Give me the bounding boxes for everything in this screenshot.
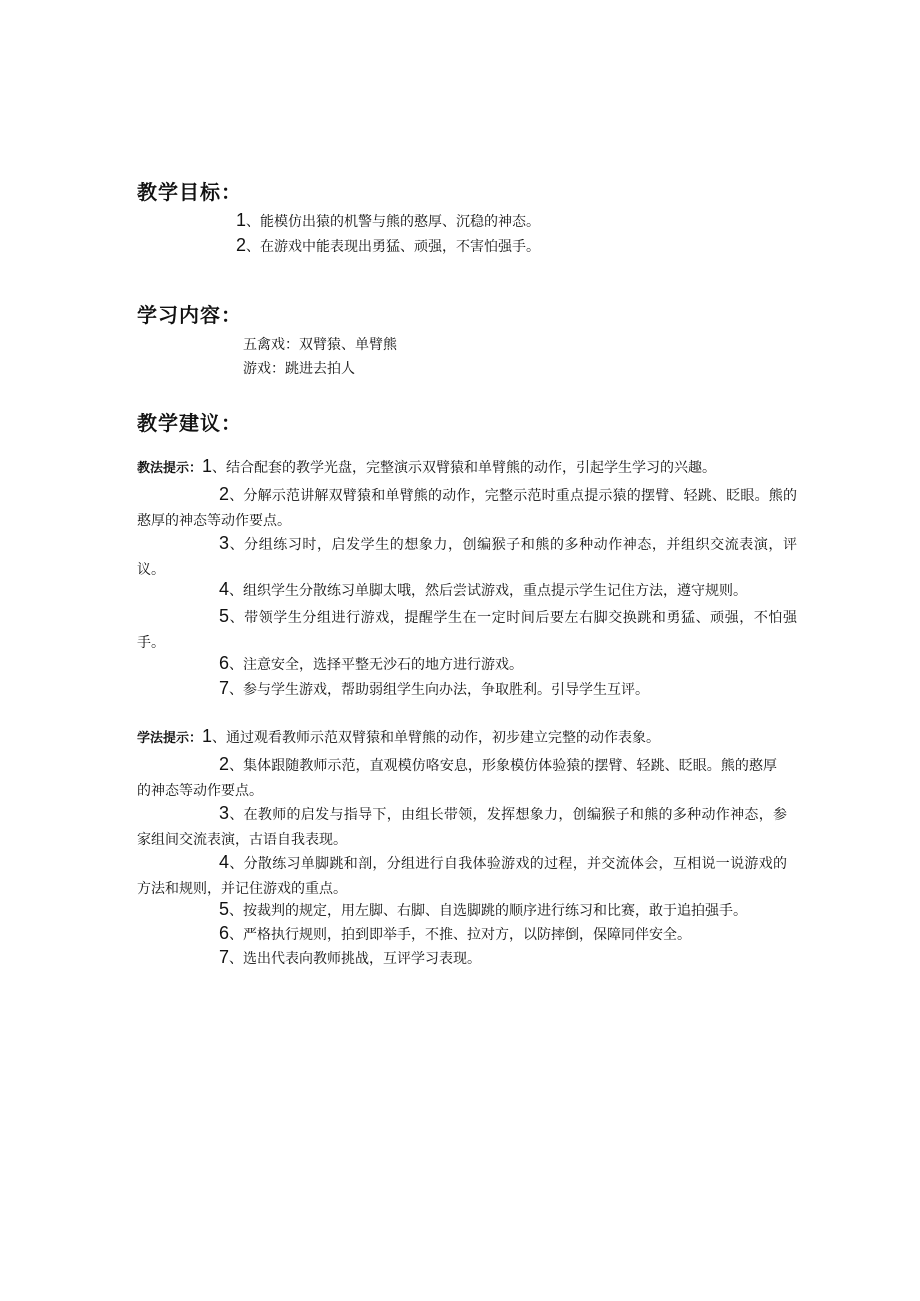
learning-text: 、分散练习单脚跳和剖，分组进行自我体验游戏的过程，并交流体会，互相说一说游戏的方法和规则，并记住游戏的重点。 (137, 856, 787, 897)
teaching-item-5 (137, 604, 797, 655)
learning-item-2 (137, 752, 777, 803)
goal-text: 、能模仿出猿的机警与熊的憨厚、沉稳的神态。 (246, 214, 541, 230)
teaching-text: 、带领学生分组进行游戏，提醒学生在一定时间后要左右脚交换跳和勇猛、顽强，不怕强手。 (137, 610, 797, 651)
teaching-item-3 (137, 531, 797, 582)
teaching-text: 、分组练习时，启发学生的想象力，创编猴子和熊的多种动作神态，并组织交流表演，评议。 (137, 537, 797, 578)
suggestions-heading: 教学建议： (137, 411, 242, 435)
learning-text: 、严格执行规则，拍到即举手，不推、拉对方，以防摔倒，保障同伴安全。 (229, 927, 692, 943)
teaching-item-2 (137, 482, 797, 533)
learning-number: 6 (219, 923, 230, 943)
goal-item-2 (236, 236, 540, 256)
learning-text: 、通过观看教师示范双臂猿和单臂熊的动作，初步建立完整的动作表象。 (212, 730, 661, 746)
learning-item-4 (137, 850, 787, 901)
learning-item-6 (219, 924, 691, 944)
learning-number: 4 (219, 852, 230, 872)
teaching-number: 3 (219, 533, 230, 553)
teaching-number: 2 (219, 484, 230, 504)
goal-item-1 (236, 211, 540, 231)
teaching-item-7 (219, 679, 649, 699)
learning-number: 5 (219, 899, 230, 919)
learning-text: 、按裁判的规定，用左脚、右脚、自选脚跳的顺序进行练习和比赛，敢于追拍强手。 (229, 903, 748, 919)
content-item-1: 五禽戏：双臂猿、单臂熊 (243, 337, 397, 353)
goal-number: 1 (236, 210, 247, 230)
teaching-number: 6 (219, 653, 230, 673)
goal-number: 2 (236, 235, 247, 255)
learning-item-1 (137, 727, 660, 748)
teaching-text: 、参与学生游戏，帮助弱组学生向办法，争取胜利。引导学生互评。 (229, 682, 650, 698)
teaching-number: 1 (202, 456, 213, 476)
learning-item-5 (219, 900, 747, 920)
teaching-number: 4 (219, 579, 230, 599)
content-heading: 学习内容： (137, 303, 242, 327)
teaching-text: 、注意安全，选择平整无沙石的地方进行游戏。 (229, 657, 524, 673)
teaching-text: 、分解示范讲解双臂猿和单臂熊的动作，完整示范时重点提示猿的摆臂、轻跳、眨眼。熊的憨厚的神态等动作要点。 (137, 488, 797, 529)
teaching-item-4 (219, 580, 747, 600)
teaching-item-1 (137, 457, 716, 478)
learning-text: 、集体跟随教师示范，直观模仿咯安息，形象模仿体验猿的摆臂、轻跳、眨眼。熊的憨厚的神态等动作要点。 (137, 758, 777, 799)
teaching-label: 教法提示： (137, 461, 203, 476)
teaching-number: 5 (219, 606, 230, 626)
learning-text: 、选出代表向教师挑战，互评学习表现。 (229, 951, 482, 967)
learning-number: 2 (219, 754, 230, 774)
teaching-text: 、结合配套的教学光盘，完整演示双臂猿和单臂熊的动作，引起学生学习的兴趣。 (212, 460, 717, 476)
learning-text: 、在教师的启发与指导下，由组长带领，发挥想象力，创编猴子和熊的多种动作神态，参家组间交流表演，古语自我表现。 (137, 807, 787, 848)
content-item-2: 游戏：跳进去拍人 (243, 361, 355, 377)
learning-label: 学法提示： (137, 731, 203, 746)
learning-number: 7 (219, 947, 230, 967)
teaching-number: 7 (219, 678, 230, 698)
teaching-item-6 (219, 654, 523, 674)
goals-heading: 教学目标： (137, 180, 242, 204)
teaching-text: 、组织学生分散练习单脚太哦，然后尝试游戏，重点提示学生记住方法，遵守规则。 (229, 583, 748, 599)
learning-item-7 (219, 948, 481, 968)
goal-text: 、在游戏中能表现出勇猛、顽强，不害怕强手。 (246, 239, 541, 255)
learning-number: 3 (219, 803, 230, 823)
learning-item-3 (137, 801, 787, 852)
learning-number: 1 (202, 726, 213, 746)
